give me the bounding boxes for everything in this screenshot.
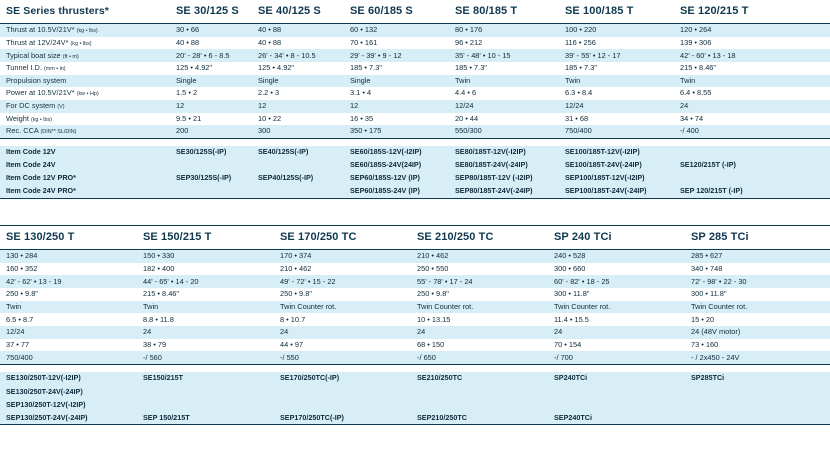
cell: 24	[274, 326, 411, 339]
cell: 10 • 13.15	[411, 313, 548, 326]
cell: 300	[252, 125, 344, 138]
column-header: SE 80/185 T	[449, 0, 559, 24]
cell: 30 • 66	[170, 24, 252, 37]
row-label: Typical boat size (ft • m)	[0, 49, 170, 62]
cell: 73 • 160	[685, 339, 830, 352]
table-row	[0, 339, 830, 352]
cell	[674, 172, 830, 185]
cell: 29' - 39' • 9 - 12	[344, 49, 449, 62]
cell: 750/400	[559, 125, 674, 138]
item-code-row	[0, 185, 830, 199]
cell: 24 (48V motor)	[685, 326, 830, 339]
cell	[674, 146, 830, 159]
cell: 24	[674, 100, 830, 113]
cell: 60 • 132	[344, 24, 449, 37]
cell: SEP40/125S(-IP)	[252, 172, 344, 185]
cell: SEP130/250T-24V(-24IP)	[0, 411, 137, 425]
row-spacer	[0, 138, 830, 146]
cell	[252, 159, 344, 172]
cell: SEP30/125S(-IP)	[170, 172, 252, 185]
cell: Twin Counter rot.	[411, 301, 548, 314]
cell: SE60/185S-24V(24IP)	[344, 159, 449, 172]
column-header: SE 120/215 T	[674, 0, 830, 24]
cell: 72' - 98' • 22 - 30	[685, 275, 830, 288]
cell: 139 • 306	[674, 37, 830, 50]
table-row	[0, 301, 830, 314]
cell: 250 • 9.8"	[0, 288, 137, 301]
row-spacer	[0, 365, 830, 373]
cell	[274, 398, 411, 411]
cell: 185 • 7.3"	[344, 62, 449, 75]
cell: SEP 150/215T	[137, 411, 274, 425]
cell: 12/24	[559, 100, 674, 113]
cell	[137, 385, 274, 398]
cell: Twin	[449, 75, 559, 88]
column-header: SP 240 TCi	[548, 226, 685, 250]
cell	[548, 398, 685, 411]
row-label: Power at 10.5V/21V* (kw • Hp)	[0, 87, 170, 100]
cell: SE130/250T-12V(-I2IP)	[0, 372, 137, 385]
row-label: Item Code 12V PRO*	[0, 172, 170, 185]
cell: Twin	[674, 75, 830, 88]
column-header: SE Series thrusters*	[0, 0, 170, 24]
cell: 2.2 • 3	[252, 87, 344, 100]
row-label: Item Code 12V	[0, 146, 170, 159]
column-header: SE 150/215 T	[137, 226, 274, 250]
cell: 240 • 528	[548, 250, 685, 263]
cell: 116 • 256	[559, 37, 674, 50]
cell: 6.5 • 8.7	[0, 313, 137, 326]
cell: SEP130/250T-12V(-I2IP)	[0, 398, 137, 411]
cell	[137, 398, 274, 411]
cell: 8 • 10.7	[274, 313, 411, 326]
table-row	[0, 24, 830, 37]
table-row	[0, 113, 830, 126]
table-row	[0, 313, 830, 326]
cell: 300 • 11.8"	[548, 288, 685, 301]
row-label: Item Code 24V	[0, 159, 170, 172]
cell: 80 • 176	[449, 24, 559, 37]
cell: SE210/250TC	[411, 372, 548, 385]
cell: 12/24	[0, 326, 137, 339]
table-row	[0, 37, 830, 50]
cell: 37 • 77	[0, 339, 137, 352]
cell	[170, 185, 252, 199]
table-row	[0, 326, 830, 339]
cell: 26' - 34' • 8 - 10.5	[252, 49, 344, 62]
cell: 350 • 175	[344, 125, 449, 138]
column-header: SE 40/125 S	[252, 0, 344, 24]
table-row	[0, 75, 830, 88]
thruster-table-block-2	[0, 225, 830, 425]
cell: 68 • 150	[411, 339, 548, 352]
cell: 250 • 550	[411, 263, 548, 276]
cell: 40 • 88	[252, 24, 344, 37]
row-label: Thrust at 10.5V/21V* (kg • lbs)	[0, 24, 170, 37]
cell: SEP240TCi	[548, 411, 685, 425]
cell: 125 • 4.92"	[170, 62, 252, 75]
cell: 24	[137, 326, 274, 339]
row-label: Item Code 24V PRO*	[0, 185, 170, 199]
cell: SEP80/185T-12V (-I2IP)	[449, 172, 559, 185]
cell	[170, 159, 252, 172]
cell: 10 • 22	[252, 113, 344, 126]
cell: SEP170/250TC(-IP)	[274, 411, 411, 425]
row-label: Propulsion system	[0, 75, 170, 88]
thruster-table-block-1	[0, 0, 830, 199]
cell: 42' - 60' • 13 - 18	[674, 49, 830, 62]
cell: SE40/125S(-IP)	[252, 146, 344, 159]
cell: SE170/250TC(-IP)	[274, 372, 411, 385]
cell: Single	[170, 75, 252, 88]
cell: 55' - 78' • 17 - 24	[411, 275, 548, 288]
cell: 300 • 11.8"	[685, 288, 830, 301]
cell: SE80/185T-24V(-24IP)	[449, 159, 559, 172]
cell: 40 • 88	[252, 37, 344, 50]
table-row	[0, 49, 830, 62]
cell: SE30/125S(-IP)	[170, 146, 252, 159]
cell: Twin Counter rot.	[685, 301, 830, 314]
cell: SE150/215T	[137, 372, 274, 385]
cell: 12/24	[449, 100, 559, 113]
cell: SEP100/185T-12V(-I2IP)	[559, 172, 674, 185]
cell: 20' - 28' • 6 - 8.5	[170, 49, 252, 62]
cell: -/ 560	[137, 351, 274, 364]
cell: SE60/185S-12V(-I2IP)	[344, 146, 449, 159]
table-header-row-2	[0, 226, 830, 250]
cell: Twin Counter rot.	[274, 301, 411, 314]
cell: 550/300	[449, 125, 559, 138]
cell: Single	[252, 75, 344, 88]
row-label: Weight (kg • lbs)	[0, 113, 170, 126]
row-label: Tunnel I.D. (mm • in)	[0, 62, 170, 75]
table-row	[0, 100, 830, 113]
column-header: SE 30/125 S	[170, 0, 252, 24]
column-header: SE 100/185 T	[559, 0, 674, 24]
cell: 300 • 660	[548, 263, 685, 276]
cell	[252, 185, 344, 199]
cell: 42' - 62' • 13 - 19	[0, 275, 137, 288]
cell: SEP60/185S-24V (IP)	[344, 185, 449, 199]
item-code-row	[0, 385, 830, 398]
cell: SE100/185T-12V(-I2IP)	[559, 146, 674, 159]
table-row	[0, 87, 830, 100]
cell: 70 • 154	[548, 339, 685, 352]
column-header: SE 130/250 T	[0, 226, 137, 250]
cell: 11.4 • 15.5	[548, 313, 685, 326]
cell: 120 • 264	[674, 24, 830, 37]
cell	[685, 398, 830, 411]
column-header: SE 60/185 S	[344, 0, 449, 24]
cell: 100 • 220	[559, 24, 674, 37]
cell: 185 • 7.3"	[559, 62, 674, 75]
cell: 60' - 82' • 18 - 25	[548, 275, 685, 288]
cell: Twin	[559, 75, 674, 88]
cell: 250 • 9.8"	[411, 288, 548, 301]
cell: 9.5 • 21	[170, 113, 252, 126]
cell: 210 • 462	[274, 263, 411, 276]
column-header: SE 210/250 TC	[411, 226, 548, 250]
row-label: Thrust at 12V/24V* (kg • lbs)	[0, 37, 170, 50]
cell	[411, 385, 548, 398]
item-code-row	[0, 172, 830, 185]
table-row	[0, 275, 830, 288]
cell: 6.3 • 8.4	[559, 87, 674, 100]
cell: SEP100/185T-24V(-24IP)	[559, 185, 674, 199]
cell: 750/400	[0, 351, 137, 364]
cell: 215 • 8.46"	[674, 62, 830, 75]
cell: 250 • 9.8"	[274, 288, 411, 301]
cell: SEP 120/215T (-IP)	[674, 185, 830, 199]
cell: 182 • 400	[137, 263, 274, 276]
item-code-row	[0, 146, 830, 159]
cell: -/ 700	[548, 351, 685, 364]
cell: 35' - 48' • 10 - 15	[449, 49, 559, 62]
item-code-row	[0, 372, 830, 385]
cell: SEP80/185T-24V(-24IP)	[449, 185, 559, 199]
column-header: SE 170/250 TC	[274, 226, 411, 250]
cell: 150 • 330	[137, 250, 274, 263]
cell: 12	[344, 100, 449, 113]
cell: 31 • 68	[559, 113, 674, 126]
cell: 39' - 55' • 12 - 17	[559, 49, 674, 62]
cell: -/ 400	[674, 125, 830, 138]
cell: 20 • 44	[449, 113, 559, 126]
cell: 6.4 • 8.55	[674, 87, 830, 100]
table-row	[0, 351, 830, 364]
cell	[685, 385, 830, 398]
cell: Twin	[0, 301, 137, 314]
cell: 70 • 161	[344, 37, 449, 50]
cell: 24	[411, 326, 548, 339]
cell: SEP60/185S-12V (IP)	[344, 172, 449, 185]
cell: SP285TCi	[685, 372, 830, 385]
table-row	[0, 263, 830, 276]
cell: Twin	[137, 301, 274, 314]
cell	[274, 385, 411, 398]
cell: SE80/185T-12V(-I2IP)	[449, 146, 559, 159]
table-row	[0, 62, 830, 75]
cell: 185 • 7.3"	[449, 62, 559, 75]
cell: 130 • 284	[0, 250, 137, 263]
cell: 3.1 • 4	[344, 87, 449, 100]
table-row	[0, 125, 830, 138]
cell: 215 • 8.46"	[137, 288, 274, 301]
row-label: For DC system (V)	[0, 100, 170, 113]
cell: 8.8 • 11.8	[137, 313, 274, 326]
cell: 15 • 20	[685, 313, 830, 326]
cell: -/ 550	[274, 351, 411, 364]
cell: SP240TCi	[548, 372, 685, 385]
cell: 12	[252, 100, 344, 113]
cell: 12	[170, 100, 252, 113]
cell	[411, 398, 548, 411]
cell: 210 • 462	[411, 250, 548, 263]
item-code-row	[0, 398, 830, 411]
cell	[548, 385, 685, 398]
column-header: SP 285 TCi	[685, 226, 830, 250]
cell: 340 • 748	[685, 263, 830, 276]
cell: 16 • 35	[344, 113, 449, 126]
table-header-row-1	[0, 0, 830, 24]
block-separator	[0, 199, 830, 225]
cell: 125 • 4.92"	[252, 62, 344, 75]
cell: Twin Counter rot.	[548, 301, 685, 314]
cell: 44 • 97	[274, 339, 411, 352]
cell: 285 • 627	[685, 250, 830, 263]
cell: - / 2x450 - 24V	[685, 351, 830, 364]
cell: 24	[548, 326, 685, 339]
cell: 44' - 65' • 14 - 20	[137, 275, 274, 288]
cell: 160 • 352	[0, 263, 137, 276]
cell: 34 • 74	[674, 113, 830, 126]
item-code-row	[0, 411, 830, 425]
cell: 40 • 88	[170, 37, 252, 50]
cell: SE130/250T-24V(-24IP)	[0, 385, 137, 398]
cell: SE120/215T (-IP)	[674, 159, 830, 172]
cell: Single	[344, 75, 449, 88]
cell	[685, 411, 830, 425]
cell: 200	[170, 125, 252, 138]
table-row	[0, 288, 830, 301]
cell: SE100/185T-24V(-24IP)	[559, 159, 674, 172]
cell: 49' - 72' • 15 - 22	[274, 275, 411, 288]
cell: SEP210/250TC	[411, 411, 548, 425]
row-label: Rec. CCA (DIN** SL/DIN)	[0, 125, 170, 138]
cell: 96 • 212	[449, 37, 559, 50]
cell: 38 • 79	[137, 339, 274, 352]
cell: -/ 650	[411, 351, 548, 364]
item-code-row	[0, 159, 830, 172]
table-row	[0, 250, 830, 263]
cell: 1.5 • 2	[170, 87, 252, 100]
cell: 4.4 • 6	[449, 87, 559, 100]
cell: 170 • 374	[274, 250, 411, 263]
